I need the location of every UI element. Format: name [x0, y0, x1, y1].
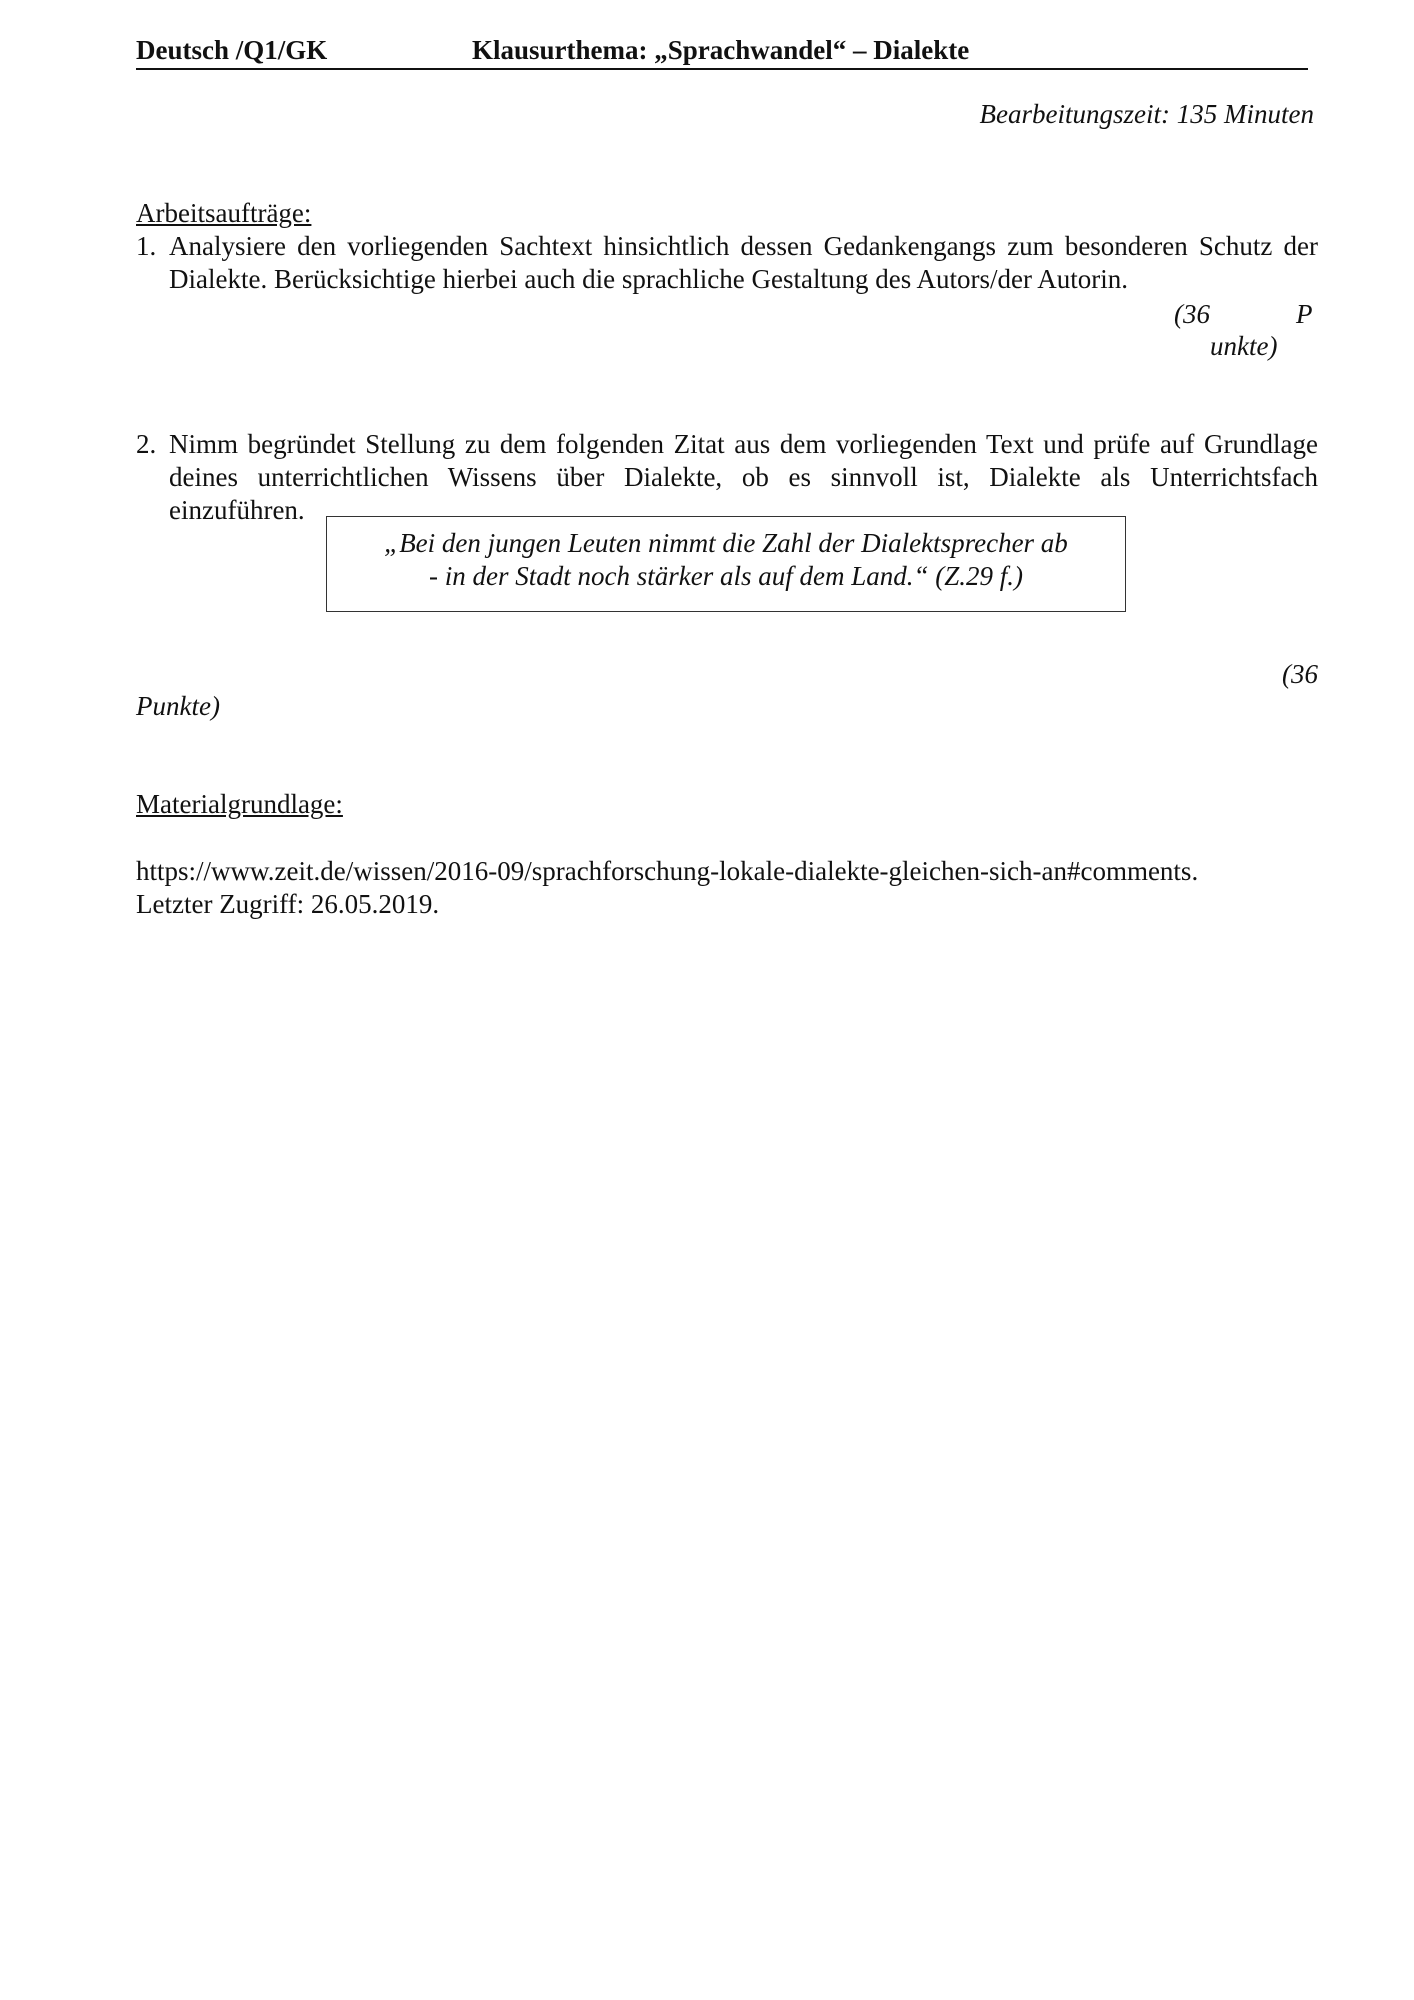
- quote-box: [326, 516, 1126, 612]
- quote-line: „Bei den jungen Leuten nimmt die Zahl der Dialektsprecher ab: [384, 528, 1068, 558]
- source-access-date: Letzter Zugriff: 26.05.2019.: [136, 889, 440, 919]
- task-text: Nimm begründet Stellung zu dem folgenden Zitat aus dem vorliegenden Text und prüfe auf Grundlage deines unterrichtlichen Wissens über Dialekte, ob es sinnvoll ist, Dialekte als Unterrichtsfach einzuführen.: [169, 429, 1318, 525]
- duration-text: Bearbeitungszeit: 135 Minuten: [979, 99, 1314, 129]
- source-url: https://www.zeit.de/wissen/2016-09/sprachforschung-lokale-dialekte-gleichen-sich-an#comments.: [136, 856, 1199, 886]
- task-1-points: (36: [1174, 299, 1210, 329]
- task-2-points-fragment: Punkte): [136, 691, 220, 721]
- material-heading: Materialgrundlage:: [136, 789, 343, 819]
- quote-line: - in der Stadt noch stärker als auf dem Land.“ (Z.29 f.): [429, 561, 1023, 591]
- page-header: [136, 32, 1308, 70]
- task-1-points-fragment: unkte): [1210, 331, 1278, 361]
- task-number: 1.: [136, 231, 157, 261]
- task-number: 2.: [136, 429, 157, 459]
- task-item-2: [136, 428, 1318, 528]
- header-subject: Deutsch /Q1/GK: [136, 35, 328, 65]
- task-2-points: (36: [1282, 659, 1318, 689]
- tasks-heading: Arbeitsaufträge:: [136, 198, 312, 228]
- header-topic: Klausurthema: „Sprachwandel“ – Dialekte: [472, 35, 970, 65]
- task-text: Analysiere den vorliegenden Sachtext hinsichtlich dessen Gedankengangs zum besonderen Schutz der Dialekte. Berücksichtige hierbei auch die sprachliche Gestaltung des Autors/der Autorin.: [169, 231, 1318, 294]
- task-item-1: [136, 230, 1318, 300]
- task-1-points-fragment: P: [1296, 299, 1313, 329]
